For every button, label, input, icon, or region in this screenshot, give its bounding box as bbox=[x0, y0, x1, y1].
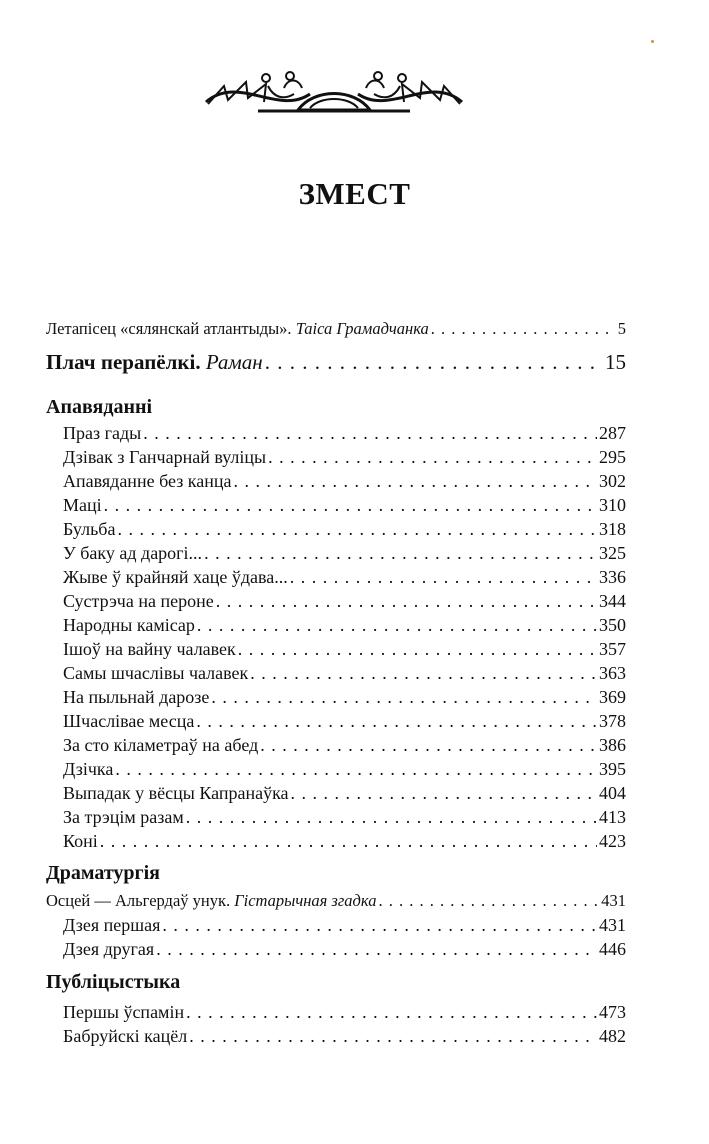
page-number: 431 bbox=[601, 891, 626, 910]
list-item bbox=[63, 687, 626, 708]
entry-title: Сустрэча на пероне bbox=[63, 591, 214, 611]
leader-dots bbox=[250, 663, 597, 684]
page-number: 482 bbox=[599, 1026, 626, 1046]
page-number: 336 bbox=[599, 567, 626, 587]
leader-dots bbox=[196, 711, 597, 732]
list-item bbox=[63, 495, 626, 516]
list-item bbox=[63, 615, 626, 636]
leader-dots bbox=[291, 783, 597, 804]
page-number: 423 bbox=[599, 831, 626, 851]
leader-dots bbox=[211, 687, 597, 708]
page-number: 357 bbox=[599, 639, 626, 659]
leader-dots bbox=[104, 495, 597, 516]
leader-dots bbox=[431, 319, 616, 339]
leader-dots bbox=[290, 567, 597, 588]
entry-title: Маці bbox=[63, 495, 102, 515]
entry-title: Самы шчаслівы чалавек bbox=[63, 663, 249, 683]
entry-title: У баку ад дарогі... bbox=[63, 543, 203, 563]
entry-title: Дзея другая bbox=[63, 939, 155, 959]
list-item bbox=[63, 1026, 626, 1047]
toc-entry-play bbox=[46, 891, 626, 911]
header-ornament-icon bbox=[198, 64, 470, 120]
list-item bbox=[63, 735, 626, 756]
list-item bbox=[63, 915, 626, 936]
leader-dots bbox=[197, 615, 597, 636]
list-item bbox=[63, 1002, 626, 1023]
list-item bbox=[63, 519, 626, 540]
list-item bbox=[63, 759, 626, 780]
page-number: 395 bbox=[599, 759, 626, 779]
entry-title: Коні bbox=[63, 831, 98, 851]
page-number: 413 bbox=[599, 807, 626, 827]
page-number: 404 bbox=[599, 783, 626, 803]
page-number: 350 bbox=[599, 615, 626, 635]
page-number: 287 bbox=[599, 423, 626, 443]
entry-title: Осцей — Альгердаў унук. bbox=[46, 891, 235, 910]
leader-dots bbox=[186, 1002, 597, 1023]
page-number: 318 bbox=[599, 519, 626, 539]
entry-title: Праз гады bbox=[63, 423, 142, 443]
leader-dots bbox=[238, 639, 597, 660]
entry-title: Народны камісар bbox=[63, 615, 195, 635]
page-number: 344 bbox=[599, 591, 626, 611]
page-number: 310 bbox=[599, 495, 626, 515]
leader-dots bbox=[156, 939, 597, 960]
list-item bbox=[63, 471, 626, 492]
section-heading: Публіцыстыка bbox=[46, 971, 181, 993]
leader-dots bbox=[268, 447, 597, 468]
entry-title: На пыльнай дарозе bbox=[63, 687, 210, 707]
entry-author: Таіса Грамадчанка bbox=[295, 319, 429, 338]
page-number: 431 bbox=[599, 915, 626, 935]
page-number: 363 bbox=[599, 663, 626, 683]
leader-dots bbox=[186, 807, 597, 828]
page-number: 5 bbox=[617, 319, 626, 338]
entry-title: Ішоў на вайну чалавек bbox=[63, 639, 236, 659]
list-item bbox=[63, 567, 626, 588]
list-item bbox=[63, 639, 626, 660]
entry-title: Плач перапёлкі. bbox=[46, 350, 206, 374]
list-item bbox=[63, 711, 626, 732]
list-item bbox=[63, 543, 626, 564]
page-number: 302 bbox=[599, 471, 626, 491]
page-number: 325 bbox=[599, 543, 626, 563]
leader-dots bbox=[265, 350, 603, 375]
leader-dots bbox=[115, 759, 597, 780]
entry-title: Апавяданне без канца bbox=[63, 471, 232, 491]
print-speck bbox=[651, 40, 654, 43]
entry-title: Жыве ў крайняй хаце ўдава... bbox=[63, 567, 288, 587]
section-heading: Апавяданні bbox=[46, 396, 153, 418]
leader-dots bbox=[100, 831, 597, 852]
leader-dots bbox=[204, 543, 597, 564]
list-item bbox=[63, 663, 626, 684]
entry-title: Дзея першая bbox=[63, 915, 161, 935]
toc-entry-intro bbox=[46, 319, 626, 339]
page-number: 369 bbox=[599, 687, 626, 707]
entry-title: Выпадак у вёсцы Капранаўка bbox=[63, 783, 289, 803]
leader-dots bbox=[189, 1026, 597, 1047]
list-item bbox=[63, 591, 626, 612]
leader-dots bbox=[143, 423, 597, 444]
page-number: 295 bbox=[599, 447, 626, 467]
entry-title: Шчаслівае месца bbox=[63, 711, 195, 731]
page-number: 446 bbox=[599, 939, 626, 959]
entry-title: Бабруйскі кацёл bbox=[63, 1026, 188, 1046]
entry-title: Дзівак з Ганчарнай вуліцы bbox=[63, 447, 267, 467]
page-number: 378 bbox=[599, 711, 626, 731]
list-item bbox=[63, 447, 626, 468]
page-number: 473 bbox=[599, 1002, 626, 1022]
leader-dots bbox=[162, 915, 597, 936]
list-item bbox=[63, 831, 626, 852]
toc-entry-novel bbox=[46, 350, 626, 375]
entry-title: За сто кіламетраў на абед bbox=[63, 735, 259, 755]
entry-title: Дзічка bbox=[63, 759, 114, 779]
entry-genre: Раман bbox=[205, 350, 263, 374]
list-item bbox=[63, 423, 626, 444]
leader-dots bbox=[117, 519, 597, 540]
list-item bbox=[63, 783, 626, 804]
page-title: ЗМЕСТ bbox=[298, 176, 411, 211]
leader-dots bbox=[216, 591, 597, 612]
page-number: 15 bbox=[605, 350, 626, 374]
section-heading: Драматургія bbox=[46, 862, 160, 884]
entry-subtitle: Гістарычная згадка bbox=[234, 891, 377, 910]
leader-dots bbox=[260, 735, 597, 756]
list-item bbox=[63, 939, 626, 960]
entry-title: Першы ўспамін bbox=[63, 1002, 185, 1022]
leader-dots bbox=[378, 891, 599, 911]
entry-title: Бульба bbox=[63, 519, 116, 539]
entry-title: Летапісец «сялянскай атлантыды». bbox=[46, 319, 296, 338]
page-number: 386 bbox=[599, 735, 626, 755]
list-item bbox=[63, 807, 626, 828]
leader-dots bbox=[234, 471, 597, 492]
entry-title: За трэцім разам bbox=[63, 807, 184, 827]
